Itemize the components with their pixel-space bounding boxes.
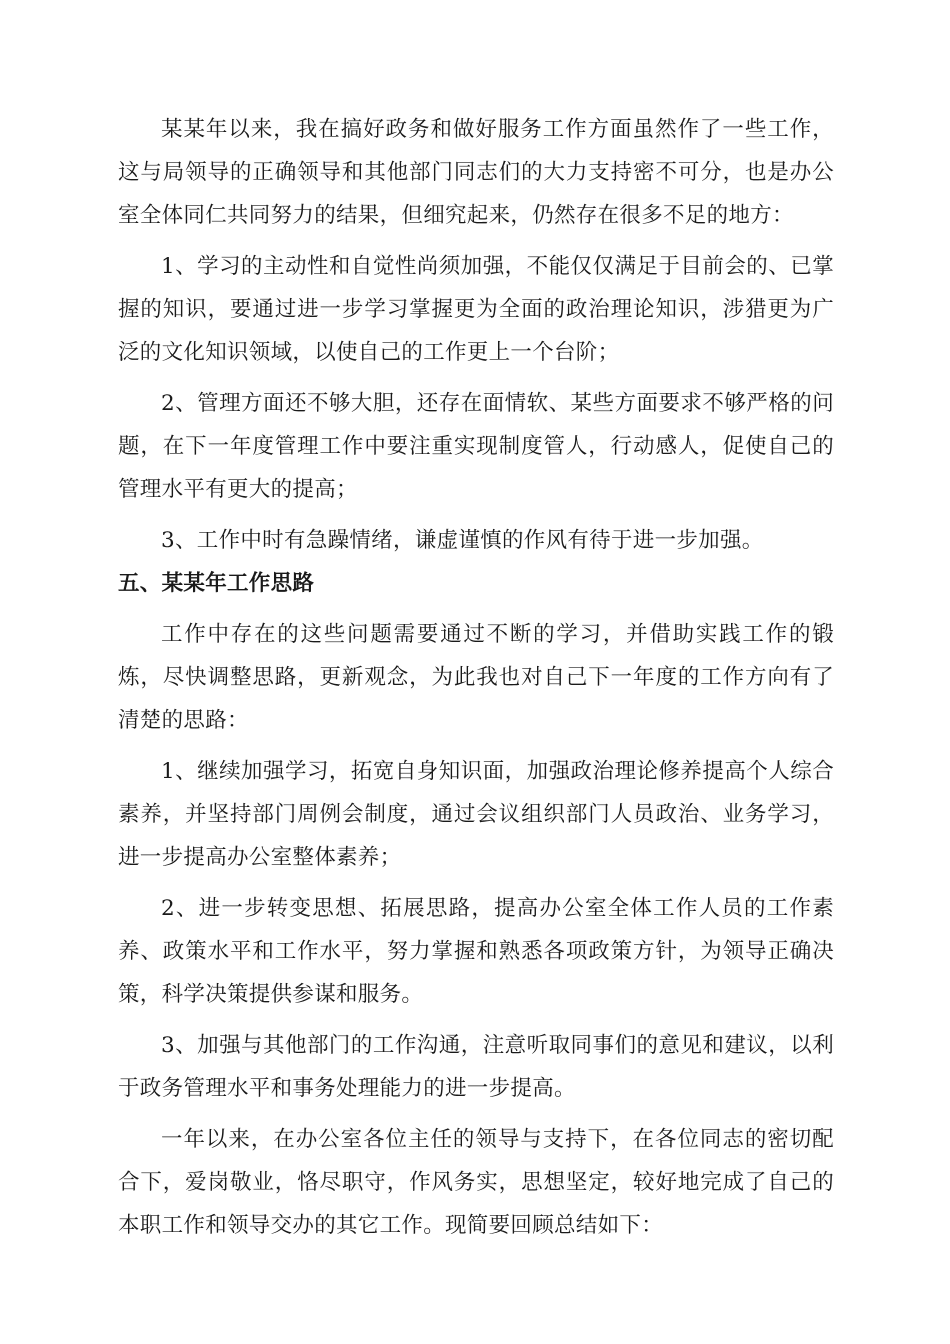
- paragraph-shortcoming-1: 1、学习的主动性和自觉性尚须加强，不能仅仅满足于目前会的、已掌握的知识，要通过进一步学习掌握更为全面的政治理论知识，涉猎更为广泛的文化知识领域，以使自己的工作更上一个台阶；: [118, 254, 834, 365]
- paragraph-shortcoming-2: 2、管理方面还不够大胆，还存在面情软、某些方面要求不够严格的问题，在下一年度管理工作中要注重实现制度管人，行动感人，促使自己的管理水平有更大的提高；: [118, 391, 834, 502]
- paragraph-plan-intro: 工作中存在的这些问题需要通过不断的学习，并借助实践工作的锻炼，尽快调整思路，更新观念，为此我也对自己下一年度的工作方向有了清楚的思路：: [118, 622, 834, 733]
- paragraph-shortcomings-intro: 某某年以来，我在搞好政务和做好服务工作方面虽然作了一些工作，这与局领导的正确领导和其他部门同志们的大力支持密不可分，也是办公室全体同仁共同努力的结果，但细究起来，仍然存在很多不足的地方：: [118, 117, 834, 228]
- document-page: [118, 108, 834, 1247]
- paragraph-plan-3: 3、加强与其他部门的工作沟通，注意听取同事们的意见和建议，以利于政务管理水平和事务处理能力的进一步提高。: [118, 1033, 834, 1101]
- paragraph-plan-2: 2、进一步转变思想、拓展思路，提高办公室全体工作人员的工作素养、政策水平和工作水平，努力掌握和熟悉各项政策方针，为领导正确决策，科学决策提供参谋和服务。: [118, 896, 834, 1007]
- section-heading: 五、某某年工作思路: [118, 571, 315, 596]
- paragraph-plan-1: 1、继续加强学习，拓宽自身知识面，加强政治理论修养提高个人综合素养，并坚持部门周例会制度，通过会议组织部门人员政治、业务学习，进一步提高办公室整体素养；: [118, 759, 834, 870]
- paragraph-shortcoming-3: 3、工作中时有急躁情绪，谦虚谨慎的作风有待于进一步加强。: [161, 528, 764, 553]
- paragraph-summary-intro: 一年以来，在办公室各位主任的领导与支持下，在各位同志的密切配合下，爱岗敬业，恪尽职守，作风务实，思想坚定，较好地完成了自己的本职工作和领导交办的其它工作。现简要回顾总结如下：: [118, 1127, 834, 1238]
